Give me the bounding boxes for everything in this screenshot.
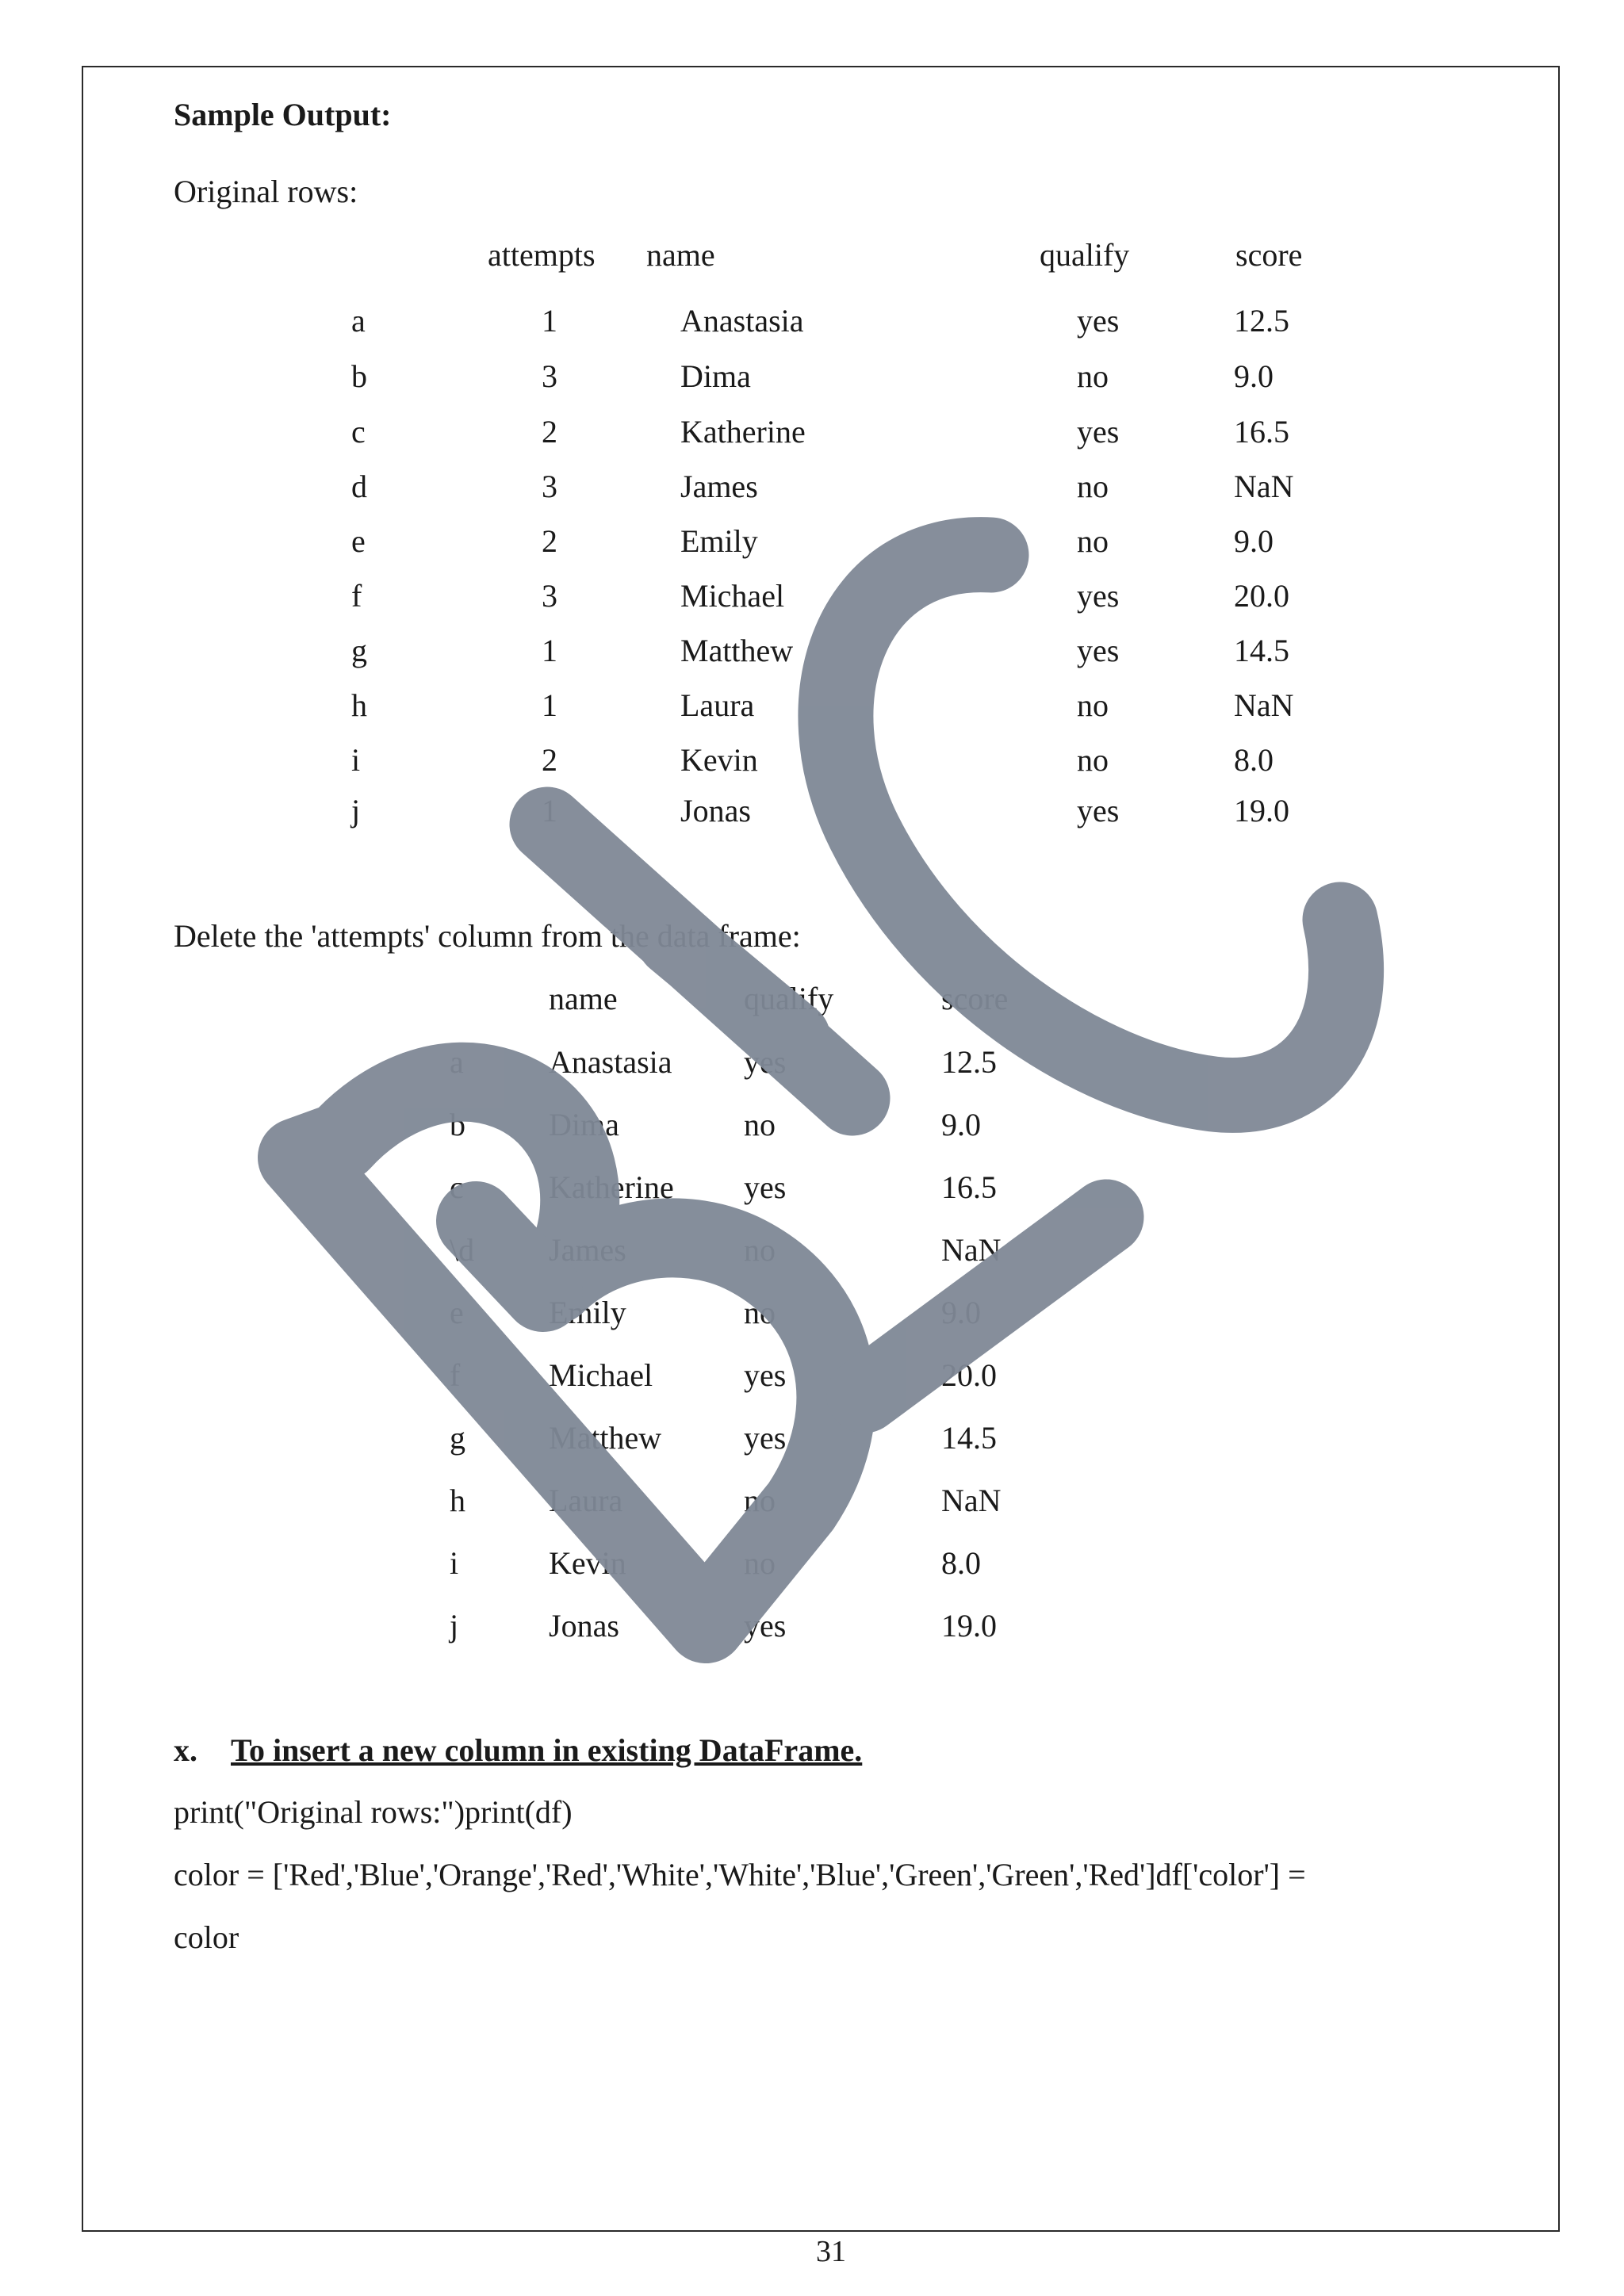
code-line-1: print("Original rows:")print(df) [174,1794,573,1830]
score-cell: 20.0 [1234,578,1289,614]
score-cell: 14.5 [941,1420,997,1456]
score-cell: NaN [1234,469,1294,504]
sample-output-heading: Sample Output: [174,97,392,132]
attempts-cell: 3 [542,358,557,394]
qualify-cell: yes [1077,303,1120,339]
qualify-cell: no [744,1295,776,1330]
qualify-cell: no [744,1545,776,1581]
attempts-cell: 3 [542,578,557,614]
delete-column-label: Delete the 'attempts' column from the data frame: [174,918,801,954]
score-cell: 8.0 [941,1545,981,1581]
qualify-cell: yes [744,1044,787,1080]
attempts-cell: 2 [542,523,557,559]
name-cell: James [680,469,758,504]
qualify-cell: no [1077,469,1109,504]
qualify-cell: yes [1077,578,1120,614]
qualify-cell: yes [1077,793,1120,828]
row-index: i [450,1545,459,1581]
name-cell: Michael [549,1357,653,1393]
name-cell: Katherine [680,414,806,450]
row-index: g [450,1420,465,1456]
qualify-cell: no [744,1107,776,1142]
row-index: c [351,414,366,450]
score-cell: 16.5 [941,1169,997,1205]
row-index: \d [450,1232,475,1268]
qualify-cell: no [1077,358,1109,394]
column-header-name: name [646,237,715,273]
qualify-cell: yes [744,1169,787,1205]
row-index: b [450,1107,465,1142]
column-header-name: name [549,981,618,1016]
qualify-cell: no [1077,687,1109,723]
score-cell: 9.0 [1234,358,1274,394]
qualify-cell: yes [744,1420,787,1456]
qualify-cell: yes [1077,414,1120,450]
score-cell: NaN [941,1483,1002,1518]
attempts-cell: 1 [542,633,557,668]
row-index: e [450,1295,464,1330]
score-cell: 12.5 [1234,303,1289,339]
name-cell: Anastasia [549,1044,672,1080]
row-index: b [351,358,367,394]
attempts-cell: 1 [542,687,557,723]
score-cell: NaN [1234,687,1294,723]
row-index: j [450,1608,459,1644]
row-index: e [351,523,366,559]
column-header-score: score [941,981,1009,1016]
score-cell: 16.5 [1234,414,1289,450]
qualify-cell: no [744,1483,776,1518]
name-cell: Laura [549,1483,623,1518]
qualify-cell: yes [744,1357,787,1393]
row-index: j [351,793,361,828]
name-cell: Michael [680,578,785,614]
name-cell: Kevin [549,1545,626,1581]
name-cell: Emily [549,1295,626,1330]
score-cell: 20.0 [941,1357,997,1393]
qualify-cell: yes [744,1608,787,1644]
name-cell: Kevin [680,742,758,778]
score-cell: NaN [941,1232,1002,1268]
score-cell: 9.0 [1234,523,1274,559]
score-cell: 9.0 [941,1295,981,1330]
row-index: f [450,1357,461,1393]
name-cell: Katherine [549,1169,674,1205]
row-index: h [450,1483,465,1518]
code-line-3: color [174,1919,239,1955]
score-cell: 12.5 [941,1044,997,1080]
qualify-cell: no [1077,742,1109,778]
qualify-cell: no [744,1232,776,1268]
original-rows-label: Original rows: [174,174,358,209]
section-title: To insert a new column in existing DataFrame. [231,1732,863,1768]
column-header-qualify: qualify [1040,237,1130,273]
name-cell: Dima [680,358,751,394]
name-cell: Dima [549,1107,619,1142]
row-index: a [450,1044,464,1080]
name-cell: Jonas [549,1608,619,1644]
attempts-cell: 1 [542,793,557,828]
attempts-cell: 1 [542,303,557,339]
attempts-cell: 2 [542,742,557,778]
name-cell: Jonas [680,793,751,828]
row-index: c [450,1169,464,1205]
name-cell: Anastasia [680,303,804,339]
name-cell: Matthew [549,1420,662,1456]
name-cell: Laura [680,687,755,723]
attempts-cell: 3 [542,469,557,504]
score-cell: 8.0 [1234,742,1274,778]
column-header-qualify: qualify [744,981,834,1016]
score-cell: 14.5 [1234,633,1289,668]
row-index: h [351,687,367,723]
page-number: 31 [816,2235,846,2268]
name-cell: James [549,1232,626,1268]
section-number: x. [174,1732,197,1768]
score-cell: 19.0 [941,1608,997,1644]
code-line-2: color = ['Red','Blue','Orange','Red','White','White','Blue','Green','Green','Red']df['color'] = [174,1857,1306,1892]
row-index: i [351,742,361,778]
score-cell: 9.0 [941,1107,981,1142]
page-border [82,66,1560,2232]
name-cell: Matthew [680,633,794,668]
name-cell: Emily [680,523,758,559]
column-header-attempts: attempts [488,237,596,273]
row-index: d [351,469,367,504]
row-index: f [351,578,362,614]
column-header-score: score [1235,237,1303,273]
attempts-cell: 2 [542,414,557,450]
qualify-cell: no [1077,523,1109,559]
score-cell: 19.0 [1234,793,1289,828]
row-index: g [351,633,367,668]
row-index: a [351,303,366,339]
qualify-cell: yes [1077,633,1120,668]
